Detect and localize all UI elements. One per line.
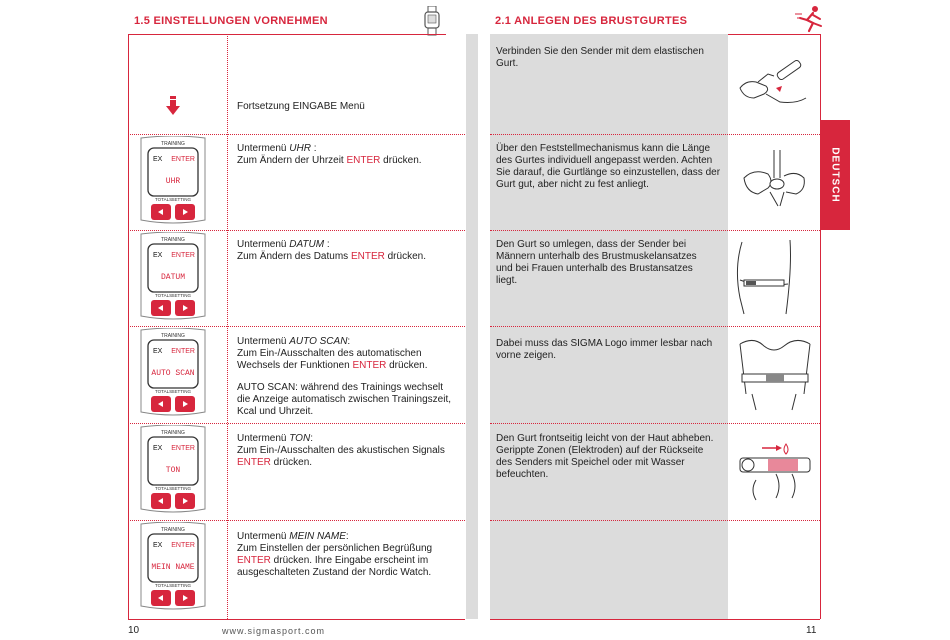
watch-display-4 <box>133 522 213 610</box>
watch-totals-label: TOTALS <box>155 486 173 491</box>
watch-enter-label: ENTER <box>171 542 195 549</box>
page-number-left: 10 <box>128 625 140 636</box>
right-bottom-rule <box>490 619 820 620</box>
step-connect-text: Verbinden Sie den Sender mit dem elastischen Gurt. <box>496 46 704 69</box>
moisten-electrodes-illustration <box>736 440 814 504</box>
row-separator <box>490 423 820 424</box>
watch-icon <box>423 6 441 36</box>
watch-enter-label: ENTER <box>171 252 195 259</box>
watch-setting-label: SETTING <box>171 293 191 298</box>
watch-setting-label: SETTING <box>171 197 191 202</box>
row-separator <box>128 134 465 135</box>
watch-ex-label: EX <box>153 445 163 452</box>
watch-training-label: TRAINING <box>161 527 185 533</box>
left-bottom-rule <box>128 619 465 620</box>
step-moisten-text: Den Gurt frontseitig leicht von der Haut abheben. Gerippte Zonen (Elektroden) auf der Rückseite des Senders mit Speichel oder mit Wasser befeuchten. <box>496 433 714 480</box>
submenu-autoscan-text: Untermenü AUTO SCAN: Zum Ein-/Ausschalten des automatischen Wechsels der Funktionen ENTER drücken. AUTO SCAN: während des Trainings wechselt die Anzeige automatisch zwischen Trainingszeit, Kcal und Uhrzeit. <box>237 336 459 418</box>
watch-display-1 <box>133 232 213 320</box>
step-adjust-text: Über den Feststellmechanismus kann die Länge des Gurtes individuell angepasst werden. Achten Sie darauf, die Gurtlänge so einzustellen, dass der Gurt gut, aber nicht zu fest anliegt. <box>496 143 721 190</box>
watch-display-text: AUTO SCAN <box>151 369 195 378</box>
left-page-title: 1.5 EINSTELLUNGEN VORNEHMEN <box>134 15 328 27</box>
watch-ex-label: EX <box>153 542 163 549</box>
arrow-down-icon <box>166 96 180 116</box>
submenu-ton-text: Untermenü TON: Zum Ein-/Ausschalten des akustischen Signals ENTER drücken. <box>237 433 445 468</box>
watch-enter-label: ENTER <box>171 348 195 355</box>
watch-training-label: TRAINING <box>161 141 185 147</box>
autoscan-note: AUTO SCAN: während des Trainings wechselt die Anzeige automatisch zwischen Trainingszeit, Kcal und Uhrzeit. <box>237 382 452 417</box>
connect-transmitter-illustration <box>736 58 812 108</box>
adjust-strap-illustration <box>734 148 814 208</box>
watch-display-text: UHR <box>165 177 181 186</box>
strap-position-illustration <box>730 238 812 316</box>
row-separator <box>128 423 465 424</box>
row-separator <box>490 134 820 135</box>
watch-totals-label: TOTALS <box>155 197 173 202</box>
watch-display-0 <box>133 136 213 224</box>
watch-display-text: DATUM <box>160 273 186 282</box>
left-header-rule <box>128 34 446 35</box>
watch-display-2 <box>133 328 213 416</box>
language-tab-deutsch <box>820 120 850 230</box>
right-page-title: 2.1 ANLEGEN DES BRUSTGURTES <box>495 15 688 27</box>
runner-icon <box>793 4 827 34</box>
row-separator <box>490 520 820 521</box>
watch-totals-label: TOTALS <box>155 583 173 588</box>
page-number-right: 11 <box>806 625 817 636</box>
watch-ex-label: EX <box>153 252 163 259</box>
watch-setting-label: SETTING <box>171 486 191 491</box>
center-gutter <box>466 34 478 619</box>
submenu-uhr-text: Untermenü UHR : Zum Ändern der Uhrzeit ENTER drücken. <box>237 143 422 166</box>
watch-enter-label: ENTER <box>171 445 195 452</box>
watch-setting-label: SETTING <box>171 389 191 394</box>
watch-training-label: TRAINING <box>161 430 185 436</box>
submenu-meinname-text: Untermenü MEIN NAME: Zum Einstellen der persönlichen Begrüßung ENTER drücken. Ihre Eingabe erscheint im ausgeschalteten Zustand der Nordic Watch. <box>237 531 433 578</box>
watch-display-text: MEIN NAME <box>151 563 195 572</box>
watch-display-text: TON <box>165 466 181 475</box>
row-separator <box>490 230 820 231</box>
watch-training-label: TRAINING <box>161 333 185 339</box>
watch-totals-label: TOTALS <box>155 389 173 394</box>
watch-enter-label: ENTER <box>171 156 195 163</box>
watch-display-3 <box>133 425 213 513</box>
intro-text: Fortsetzung EINGABE Menü <box>237 101 365 112</box>
logo-front-illustration <box>734 334 816 414</box>
row-separator <box>128 520 465 521</box>
watch-setting-label: SETTING <box>171 583 191 588</box>
step-logo-text: Dabei muss das SIGMA Logo immer lesbar nach vorne zeigen. <box>496 338 713 361</box>
watch-training-label: TRAINING <box>161 237 185 243</box>
watch-totals-label: TOTALS <box>155 293 173 298</box>
row-separator <box>128 326 465 327</box>
row-separator <box>128 230 465 231</box>
row-separator <box>490 326 820 327</box>
watch-ex-label: EX <box>153 156 163 163</box>
step-position-text: Den Gurt so umlegen, dass der Sender bei Männern unterhalb des Brustmuskelansatzes und bei Frauen unterhalb des Brustansatzes liegt. <box>496 239 697 286</box>
footer-url: www.sigmasport.com <box>222 626 326 636</box>
watch-ex-label: EX <box>153 348 163 355</box>
language-tab-label: DEUTSCH <box>829 147 841 203</box>
submenu-datum-text: Untermenü DATUM : Zum Ändern des Datums ENTER drücken. <box>237 239 426 262</box>
